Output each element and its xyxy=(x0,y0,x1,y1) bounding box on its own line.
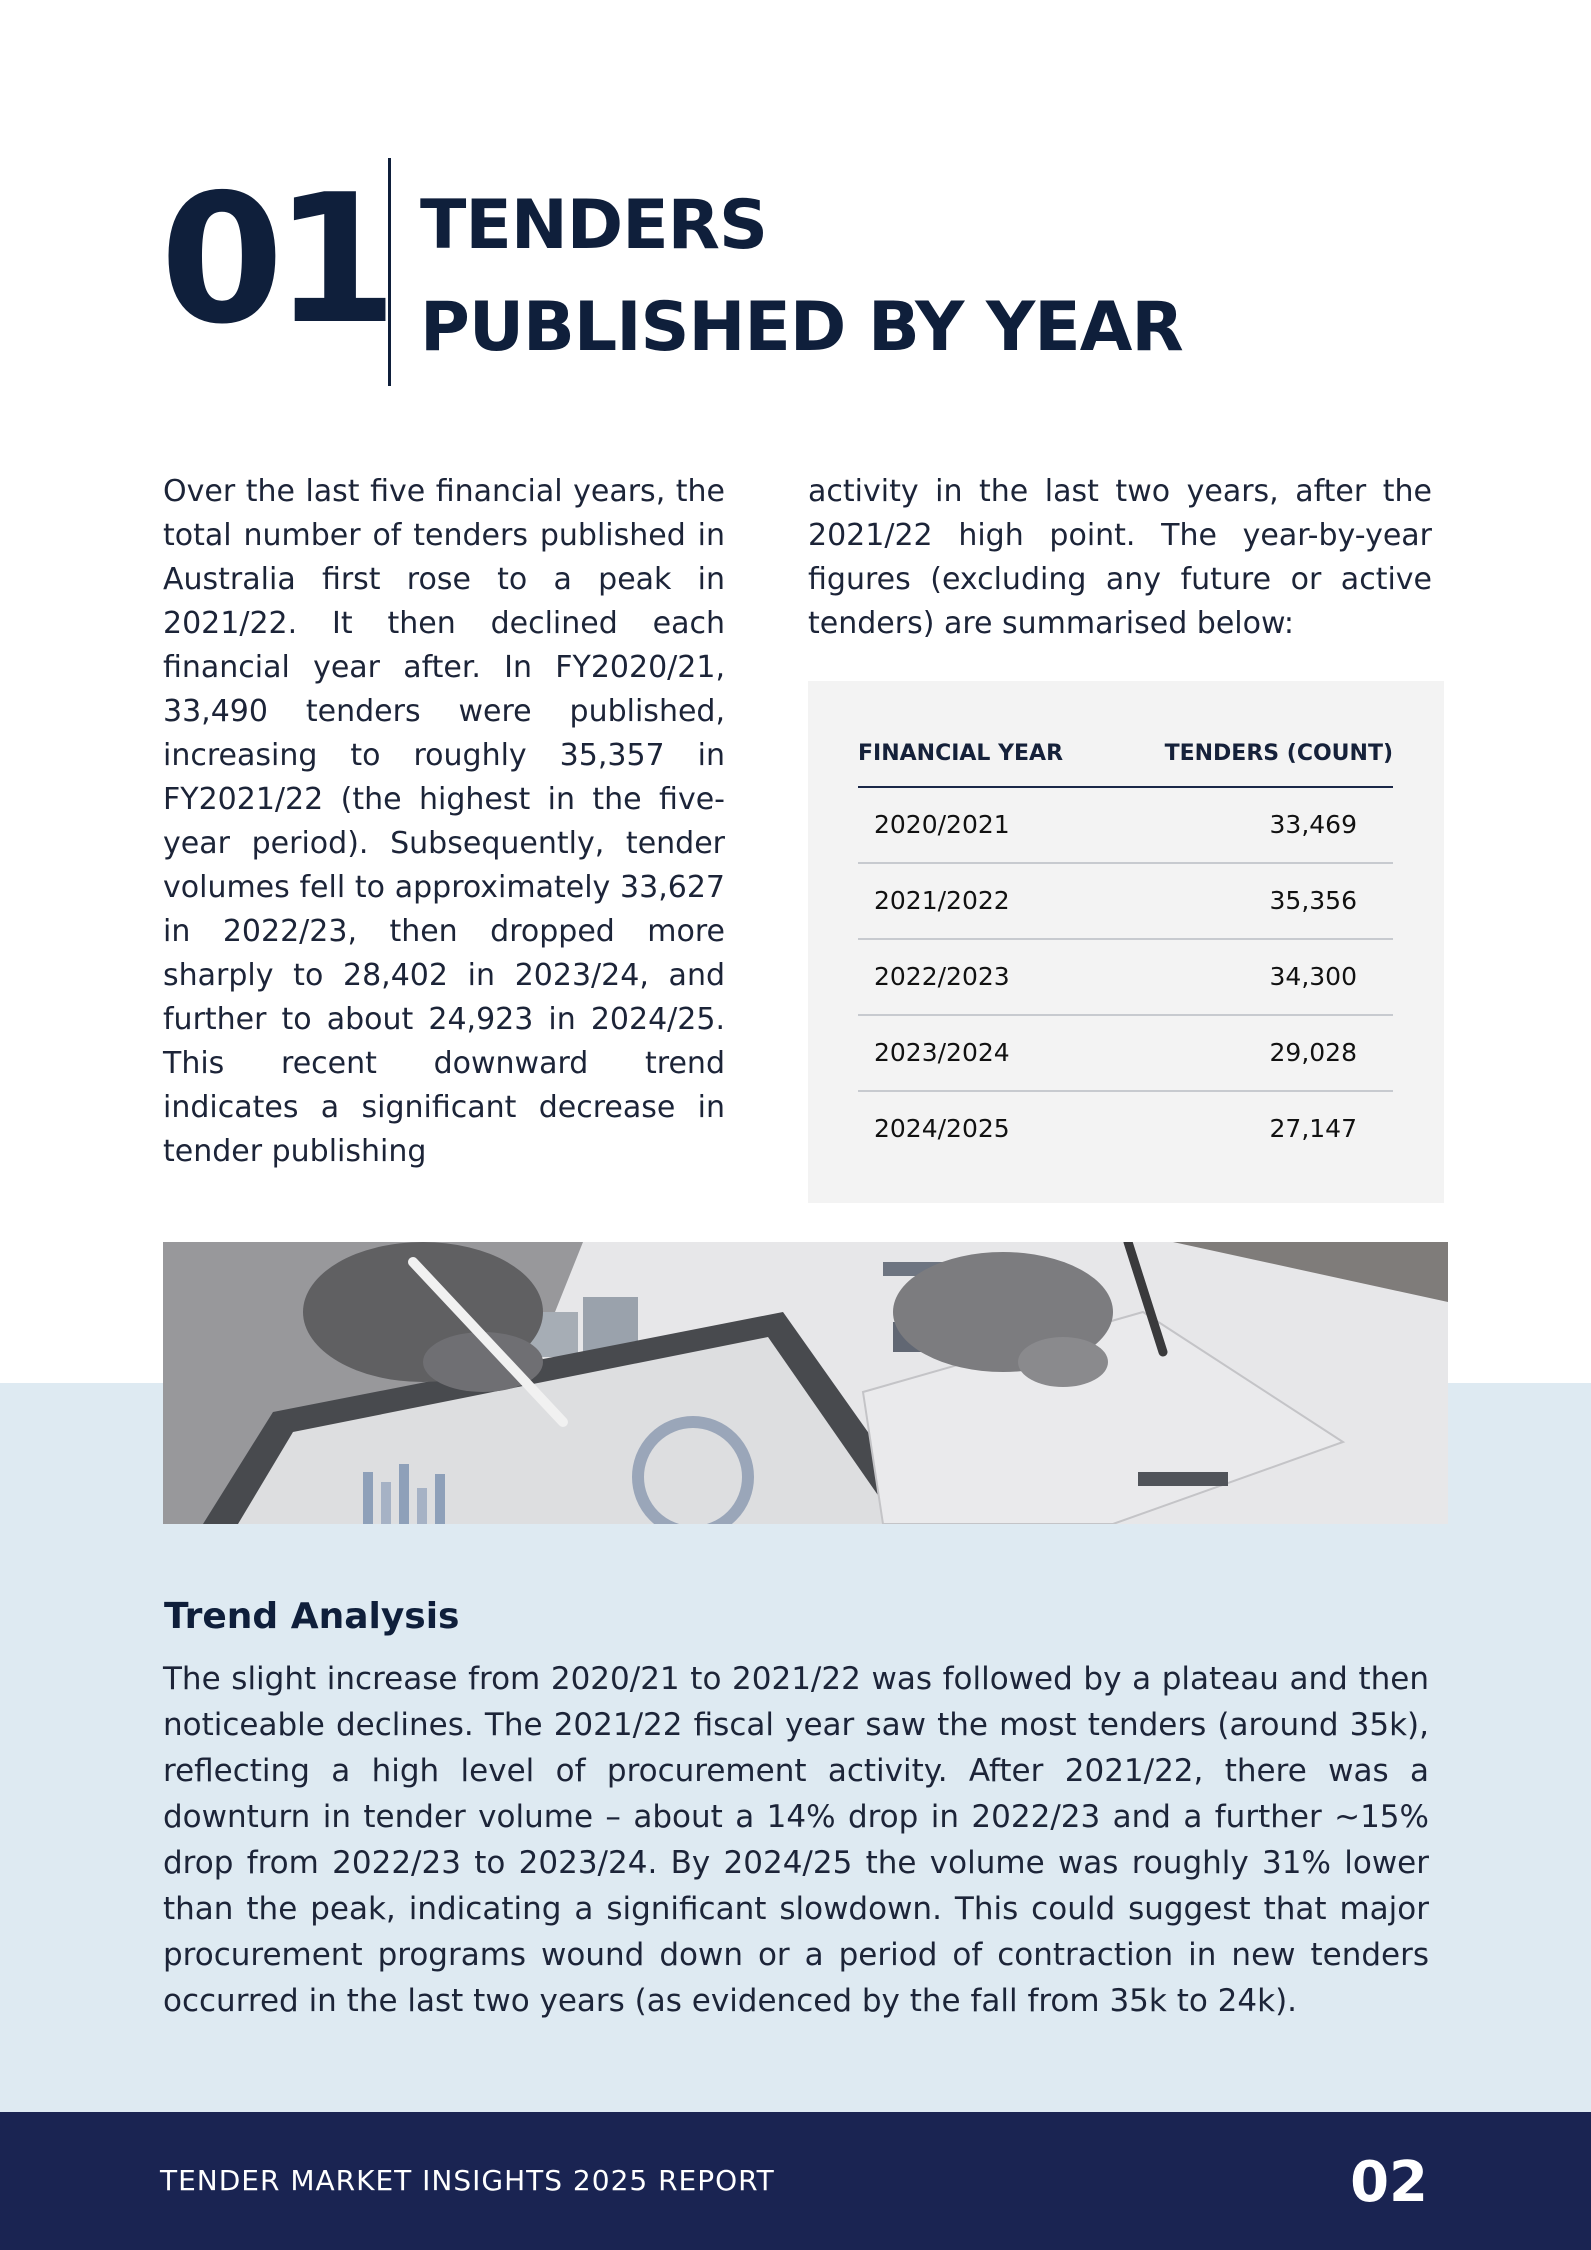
desk-analytics-photo xyxy=(163,1242,1448,1524)
table-cell-count: 34,300 xyxy=(1269,962,1357,991)
table-cell-year: 2022/2023 xyxy=(874,962,1010,991)
trend-paragraph: The slight increase from 2020/21 to 2021/22 was followed by a plateau and then noticeable declines. The 2021/22 fiscal year saw the most tenders (around 35k), reflecting a high level of procurement activity. After 2021/22, there was a downturn in tender volume – about a 14% drop in 2022/23 and a further ~15% drop from 2022/23 to 2023/24. By 2024/25 the volume was roughly 31% lower than the peak, indicating a significant slowdown. This could suggest that major procurement programs wound down or a period of contraction in new tenders occurred in the last two years (as evidenced by the fall from 35k to 24k). xyxy=(163,1661,1429,2019)
table-cell-count: 29,028 xyxy=(1269,1038,1357,1067)
title-divider xyxy=(388,158,391,386)
table-cell-count: 35,356 xyxy=(1269,886,1357,915)
table-row xyxy=(858,940,1393,1016)
photo-illustration xyxy=(163,1242,1448,1524)
footer-bar xyxy=(0,2112,1591,2250)
section-title-line2: PUBLISHED BY YEAR xyxy=(420,288,1183,367)
table-header-year: FINANCIAL YEAR xyxy=(858,741,1064,766)
table-row xyxy=(858,864,1393,940)
table-row xyxy=(858,1016,1393,1092)
table-row xyxy=(858,1092,1393,1166)
intro-paragraph-right: activity in the last two years, after the 2021/22 high point. The year-by-year figures (excluding any future or active tenders) are summarised below: xyxy=(808,474,1432,641)
table-cell-count: 27,147 xyxy=(1269,1114,1357,1143)
table-cell-year: 2020/2021 xyxy=(874,810,1010,839)
intro-paragraph-left: Over the last five financial years, the total number of tenders published in Australia first rose to a peak in 2021/22. It then declined each financial year after. In FY2020/21, 33,490 tenders were published, increasing to roughly 35,357 in FY2021/22 (the highest in the five-year period). Subsequently, tender volumes fell to approximately 33,627 in 2022/23, then dropped more sharply to 28,402 in 2023/24, and further to about 24,923 in 2024/25. This recent downward trend indicates a significant decrease in tender publishing xyxy=(163,474,725,1169)
section-title-line1: TENDERS xyxy=(420,186,767,265)
table-row xyxy=(858,788,1393,864)
page-number: 02 xyxy=(1350,2150,1428,2215)
tenders-table-panel xyxy=(808,681,1444,1203)
table-cell-year: 2023/2024 xyxy=(874,1038,1010,1067)
tenders-table xyxy=(858,731,1393,1166)
section-title xyxy=(420,175,1183,379)
table-header-count: TENDERS (COUNT) xyxy=(1164,741,1393,766)
table-cell-year: 2024/2025 xyxy=(874,1114,1010,1143)
table-cell-count: 33,469 xyxy=(1269,810,1357,839)
table-header-row xyxy=(858,731,1393,788)
trend-heading: Trend Analysis xyxy=(164,1596,460,1637)
table-cell-year: 2021/2022 xyxy=(874,886,1010,915)
section-number: 01 xyxy=(160,156,388,363)
footer-report-title: TENDER MARKET INSIGHTS 2025 REPORT xyxy=(160,2164,775,2197)
